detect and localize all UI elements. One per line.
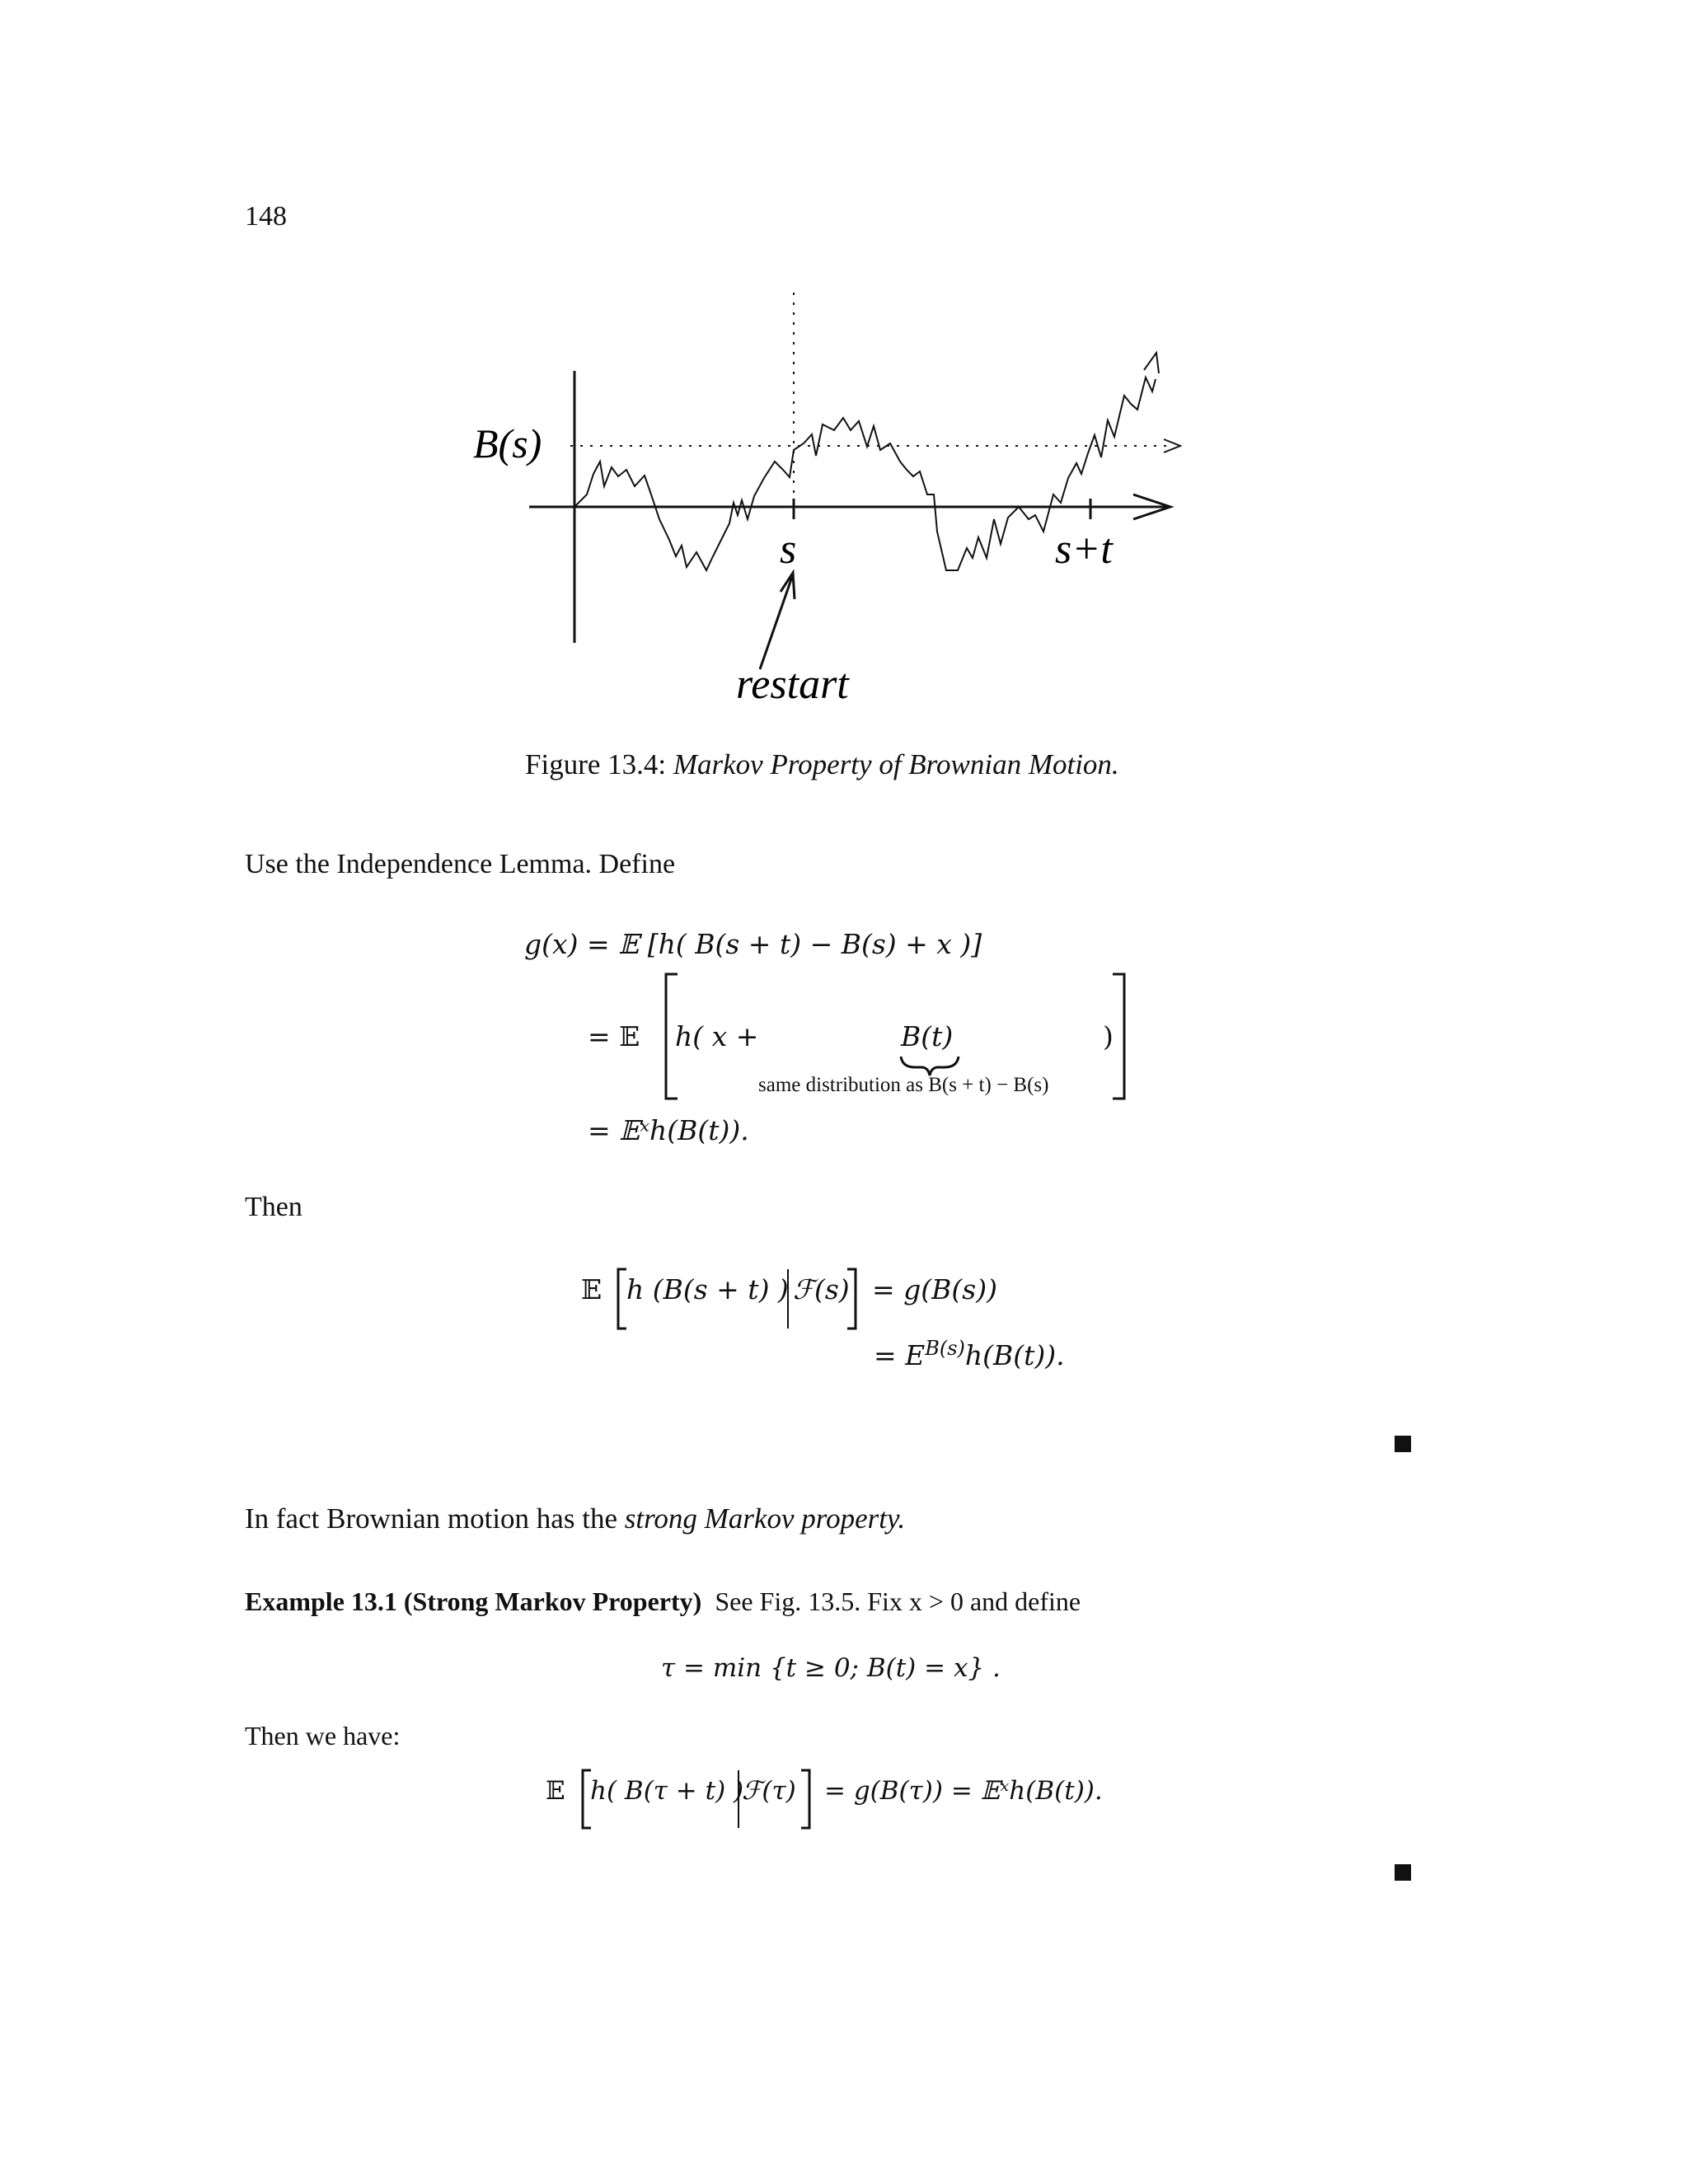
label-s: s	[780, 526, 797, 573]
page-number: 148	[245, 201, 287, 232]
then-text-1: Then	[245, 1192, 302, 1222]
underbrace-note: same distribution as B(s + t) − B(s)	[758, 1074, 1049, 1096]
eq2-expectation: 𝔼	[581, 1273, 603, 1305]
caption-prefix: Figure 13.4:	[525, 748, 667, 780]
caption-title: Markov Property of Brownian Motion.	[673, 748, 1119, 780]
eq2-rhs1: = g(B(s))	[872, 1273, 997, 1305]
label-st: s+t	[1055, 526, 1113, 573]
intro-text: Use the Independence Lemma. Define	[245, 849, 676, 879]
eq1-line2-h: h( x +	[675, 1020, 759, 1052]
eq2-rhs2-tail: h(B(t)).	[964, 1339, 1065, 1371]
strong-prefix: In fact Brownian motion has the	[245, 1502, 625, 1535]
eq2-rhs2-superscript: B(s)	[925, 1337, 965, 1360]
eq1-line2-start: = 𝔼	[588, 1020, 640, 1052]
eq3-inner: h( B(τ + t) )	[590, 1776, 744, 1806]
eq1-line2-close: )	[1103, 1020, 1114, 1052]
qed-square-2	[1395, 1864, 1411, 1881]
eq1-line1: g(x) = 𝔼 [h( B(s + t) − B(s) + x )]	[524, 928, 982, 960]
eq1-line3: = 𝔼ˣh(B(t)).	[588, 1114, 749, 1146]
eq2-inner: h (B(s + t) )	[626, 1273, 789, 1305]
label-restart: restart	[736, 661, 849, 708]
strong-italic: strong Markov property.	[624, 1502, 906, 1535]
eq2-condition: ℱ(s)	[793, 1273, 850, 1305]
tau-definition: τ = min {t ≥ 0; B(t) = x} .	[661, 1653, 1001, 1683]
label-bs: B(s)	[473, 420, 542, 466]
eq1-line2-bt: B(t)	[901, 1020, 954, 1052]
eq3-rhs: = g(B(τ)) = 𝔼ˣh(B(t)).	[824, 1776, 1103, 1806]
then-text-2: Then we have:	[245, 1721, 401, 1750]
example-title: Example 13.1 (Strong Markov Property)	[245, 1586, 702, 1616]
example-text: See Fig. 13.5. Fix x > 0 and define	[715, 1586, 1081, 1616]
eq3-condition: ℱ(τ)	[742, 1776, 796, 1806]
eq3-expectation: 𝔼	[546, 1776, 565, 1806]
eq2-rhs2-start: = E	[874, 1339, 926, 1371]
